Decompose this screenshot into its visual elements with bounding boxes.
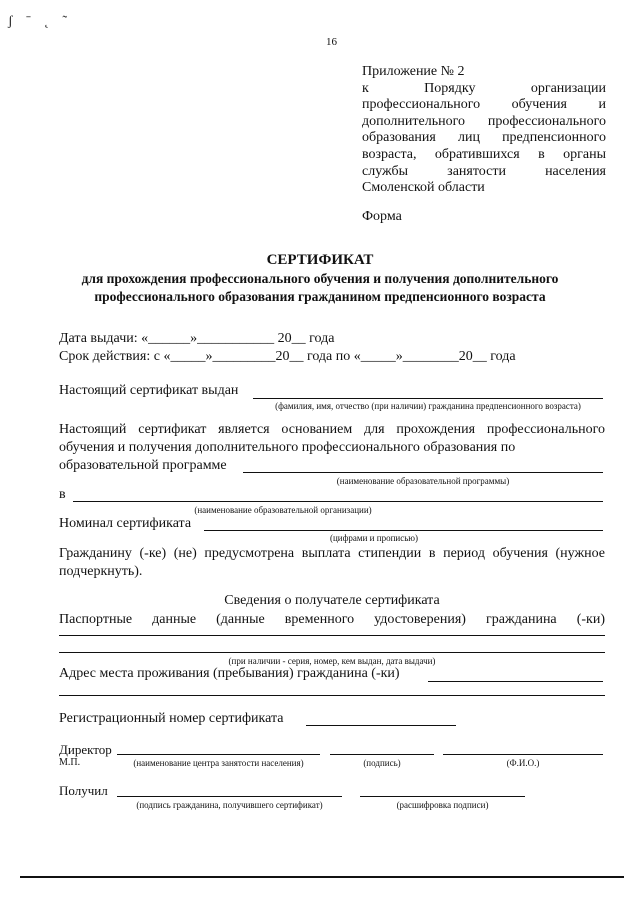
appendix-block xyxy=(362,64,606,197)
recipient-heading: Сведения о получателе сертификата xyxy=(224,593,440,608)
issued-to-field[interactable] xyxy=(253,398,603,399)
address-field-1[interactable] xyxy=(428,681,603,682)
address-field-2[interactable] xyxy=(59,695,605,696)
document-title: СЕРТИФИКАТ xyxy=(266,252,374,268)
organization-label: в xyxy=(59,487,66,502)
subtitle-line: профессионального образования гражданином предпенсионного возраста xyxy=(94,289,546,304)
organization-caption: (наименование образовательной организации) xyxy=(194,505,372,515)
director-center-field[interactable] xyxy=(117,754,320,755)
appendix-line: возраста, обратившихся в органы xyxy=(362,146,606,162)
subtitle-line: для прохождения профессионального обучения и получения дополнительного xyxy=(81,271,559,286)
appendix-title: Приложение № 2 xyxy=(362,64,465,79)
stamp-label: М.П. xyxy=(59,757,81,768)
passport-text: Паспортные данные (данные временного удостоверения) гражданина (-ки) xyxy=(59,612,605,627)
passport-field-2[interactable] xyxy=(59,652,605,653)
nominal-label: Номинал сертификата xyxy=(59,516,192,531)
scan-marks: ʃ ˉ ˛ ˜ xyxy=(8,14,73,29)
page-bottom-rule xyxy=(20,876,624,878)
appendix-line: образования лиц предпенсионного xyxy=(362,130,606,146)
passport-caption: (при наличии - серия, номер, кем выдан, дата выдачи) xyxy=(228,656,436,666)
nominal-field[interactable] xyxy=(204,530,603,531)
director-sign-field[interactable] xyxy=(330,754,434,755)
passport-field-1[interactable] xyxy=(59,635,605,636)
reg-number-field[interactable] xyxy=(306,725,456,726)
received-sign-field[interactable] xyxy=(117,796,342,797)
received-label: Получил xyxy=(59,783,108,798)
validity-period: Срок действия: с «_____»_________20__ года по «_____»________20__ года xyxy=(59,349,516,364)
issued-to-caption: (фамилия, имя, отчество (при наличии) гражданина предпенсионного возраста) xyxy=(275,401,581,411)
appendix-line: к Порядку организации xyxy=(362,80,606,96)
document-subtitle xyxy=(40,270,600,306)
director-sign-caption: (подпись) xyxy=(363,758,401,768)
appendix-line: Смоленской области xyxy=(362,180,485,196)
received-decode-caption: (расшифровка подписи) xyxy=(396,800,489,810)
issue-date: Дата выдачи: «______»___________ 20__ года xyxy=(59,331,335,346)
program-label: образовательной программе xyxy=(59,458,227,473)
received-decode-field[interactable] xyxy=(360,796,525,797)
director-fio-caption: (Ф.И.О.) xyxy=(506,758,540,768)
director-center-caption: (наименование центра занятости населения) xyxy=(133,758,304,768)
program-field[interactable] xyxy=(243,472,603,473)
appendix-line: профессионального обучения и xyxy=(362,97,606,113)
director-fio-field[interactable] xyxy=(443,754,603,755)
program-caption: (наименование образовательной программы) xyxy=(336,476,510,486)
address-label: Адрес места проживания (пребывания) гражданина (-ки) xyxy=(59,666,400,681)
appendix-line: службы занятости населения xyxy=(362,163,606,179)
nominal-caption: (цифрами и прописью) xyxy=(329,533,419,543)
received-sign-caption: (подпись гражданина, получившего сертификат) xyxy=(136,800,323,810)
director-label: Директор xyxy=(59,742,112,757)
stipend-text: Гражданину (-ке) (не) предусмотрена выплата стипендии в период обучения (нужное подчеркнуть). xyxy=(59,546,605,579)
form-label: Форма xyxy=(362,209,402,224)
reg-number-label: Регистрационный номер сертификата xyxy=(59,711,284,726)
appendix-line: дополнительного профессионального xyxy=(362,113,606,129)
organization-field[interactable] xyxy=(73,501,603,502)
issued-to-label: Настоящий сертификат выдан xyxy=(59,383,239,398)
page-number: 16 xyxy=(326,36,337,48)
basis-text: Настоящий сертификат является основанием для прохождения профессионального обучения и получения дополнительного профессионального образования по xyxy=(59,422,605,455)
